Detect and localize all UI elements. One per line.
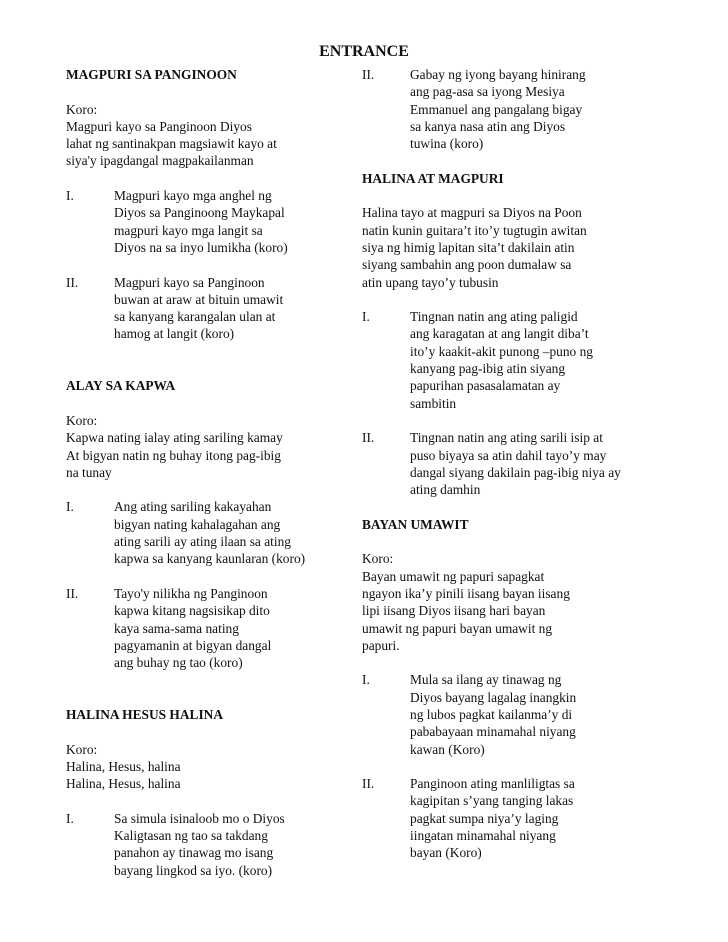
koro-line: lipi iisang Diyos iisang hari bayan bbox=[362, 603, 546, 619]
verse bbox=[66, 810, 356, 879]
koro-line: Bayan umawit ng papuri sapagkat bbox=[362, 568, 545, 584]
koro-line: Halina, Hesus, halina bbox=[66, 776, 181, 792]
verse-line: sa kanyang karangalan ulan at bbox=[114, 309, 276, 325]
song-title-alay: ALAY SA KAPWA bbox=[66, 378, 176, 394]
verse-line: dangal siyang dakilain pag-ibig niya ay bbox=[410, 464, 621, 480]
verse bbox=[66, 585, 356, 671]
verse bbox=[362, 308, 662, 412]
verse-number: II. bbox=[362, 430, 375, 446]
koro-line: ngayon ika’y pinili iisang bayan iisang bbox=[362, 585, 570, 601]
verse-line: Tingnan natin ang ating paligid bbox=[410, 309, 578, 325]
verse-number: II. bbox=[66, 585, 79, 601]
verse bbox=[362, 429, 662, 498]
koro-line: At bigyan natin ng buhay itong pag-ibig bbox=[66, 447, 281, 463]
verse bbox=[66, 274, 356, 343]
verse-line: Ang ating sariling kakayahan bbox=[114, 499, 272, 515]
verse-line: puso biyaya sa atin dahil tayo’y may bbox=[410, 447, 607, 463]
verse-line: buwan at araw at bituin umawit bbox=[114, 291, 284, 307]
verse-line: hamog at langit (koro) bbox=[114, 326, 235, 342]
verse-number: I. bbox=[66, 499, 74, 515]
verse-line: panahon ay tinawag mo isang bbox=[114, 845, 274, 861]
verse-number: II. bbox=[66, 274, 79, 290]
verse-line: tuwina (koro) bbox=[410, 136, 484, 152]
verse-line: Mula sa ilang ay tinawag ng bbox=[410, 672, 562, 688]
verse-line: Tayo'y nilikha ng Panginoon bbox=[114, 585, 268, 601]
koro-line: papuri. bbox=[362, 637, 400, 653]
verse-number: II. bbox=[362, 67, 375, 82]
verse-line: kapwa sa kanyang kaunlaran (koro) bbox=[114, 551, 306, 567]
koro-line: Magpuri kayo sa Panginoon Diyos bbox=[66, 118, 252, 134]
verse-number: II. bbox=[362, 776, 375, 792]
verse bbox=[66, 187, 356, 256]
verse-line: Diyos sa Panginoong Maykapal bbox=[114, 205, 285, 221]
verse-line: ito’y kaakit-akit punong –puno ng bbox=[410, 343, 593, 359]
verse-line: ating damhin bbox=[410, 482, 481, 498]
koro-line: lahat ng santinakpan magsiawit kayo at bbox=[66, 136, 277, 152]
verse-line: ang pag-asa sa iyong Mesiya bbox=[410, 84, 565, 100]
verse bbox=[362, 775, 662, 861]
verse-line: kanyang pag-ibig atin siyang bbox=[410, 361, 566, 377]
verse-line: Diyos bayang lagalag inangkin bbox=[410, 689, 577, 705]
verse-line: kawan (Koro) bbox=[410, 741, 485, 757]
verse-line: pagkat sumpa niya’y laging bbox=[410, 810, 559, 826]
verse-line: Diyos na sa inyo lumikha (koro) bbox=[114, 239, 288, 255]
body-line: siyang sambahin ang poon dumalaw sa bbox=[362, 257, 572, 273]
koro-line: Kapwa nating ialay ating sariling kamay bbox=[66, 430, 283, 446]
verse-number: I. bbox=[362, 672, 370, 688]
verse-line: ang karagatan at ang langit diba’t bbox=[410, 326, 589, 342]
verse-line: ang buhay ng tao (koro) bbox=[114, 655, 243, 671]
verse-line: bayang lingkod sa iyo. (koro) bbox=[114, 862, 273, 878]
verse-line: Kaligtasan ng tao sa takdang bbox=[114, 828, 268, 844]
body-line: natin kunin guitara’t ito’y tugtugin awitan bbox=[362, 222, 587, 238]
song-title-bayan-umawit: BAYAN UMAWIT bbox=[362, 516, 469, 532]
verse-line: iingatan minamahal niyang bbox=[410, 828, 556, 844]
verse-line: pagyamanin at bigyan dangal bbox=[114, 637, 272, 653]
verse-line: kagipitan s’yang tanging lakas bbox=[410, 793, 574, 809]
body-line: atin upang tayo’y tubusin bbox=[362, 274, 499, 290]
verse-line: Sa simula isinaloob mo o Diyos bbox=[114, 810, 285, 826]
verse bbox=[362, 66, 662, 152]
verse-line: ng lubos pagkat kailanma’y di bbox=[410, 706, 573, 722]
koro-label: Koro: bbox=[66, 101, 98, 117]
verse-line: kapwa kitang nagsisikap dito bbox=[114, 603, 270, 619]
verse-line: magpuri kayo mga langit sa bbox=[114, 222, 263, 238]
koro-label: Koro: bbox=[362, 551, 394, 567]
koro-line: na tunay bbox=[66, 464, 112, 480]
koro-line: umawit ng papuri bayan umawit ng bbox=[362, 620, 553, 636]
song-title-magpuri: MAGPURI SA PANGINOON bbox=[66, 67, 237, 82]
left-column bbox=[66, 66, 356, 879]
body-line: Halina tayo at magpuri sa Diyos na Poon bbox=[362, 205, 582, 221]
verse-line: Magpuri kayo mga anghel ng bbox=[114, 188, 272, 204]
verse-line: ating sarili ay ating ilaan sa ating bbox=[114, 534, 292, 550]
verse bbox=[362, 671, 662, 757]
verse-line: pababayaan minamahal niyang bbox=[410, 724, 576, 740]
verse-line: Magpuri kayo sa Panginoon bbox=[114, 274, 265, 290]
verse-line: Emmanuel ang pangalang bigay bbox=[410, 101, 583, 117]
verse-line: bayan (Koro) bbox=[410, 845, 482, 861]
verse-line: bigyan nating kahalagahan ang bbox=[114, 516, 281, 532]
right-column bbox=[362, 66, 662, 862]
verse-line: sambitin bbox=[410, 395, 457, 411]
verse-number: I. bbox=[66, 188, 74, 204]
koro-label: Koro: bbox=[66, 741, 98, 757]
page-title: ENTRANCE bbox=[319, 43, 409, 60]
body-line: siya ng himig lapitan sita’t dakilain atin bbox=[362, 239, 575, 255]
verse-number: I. bbox=[362, 309, 370, 325]
verse-number: I. bbox=[66, 810, 74, 826]
verse-line: Tingnan natin ang ating sarili isip at bbox=[410, 430, 603, 446]
verse-line: papurihan pasasalamatan ay bbox=[410, 378, 561, 394]
verse-line: Panginoon ating manliligtas sa bbox=[410, 776, 575, 792]
song-title-halina-magpuri: HALINA AT MAGPURI bbox=[362, 170, 504, 186]
verse-line: Gabay ng iyong bayang hinirang bbox=[410, 67, 586, 82]
verse-line: kaya sama-sama nating bbox=[114, 620, 239, 636]
koro-line: siya'y ipagdangal magpakailanman bbox=[66, 153, 254, 169]
verse bbox=[66, 498, 356, 567]
verse-line: sa kanya nasa atin ang Diyos bbox=[410, 118, 566, 134]
koro-label: Koro: bbox=[66, 412, 98, 428]
song-title-halina-hesus: HALINA HESUS HALINA bbox=[66, 706, 224, 722]
koro-line: Halina, Hesus, halina bbox=[66, 758, 181, 774]
